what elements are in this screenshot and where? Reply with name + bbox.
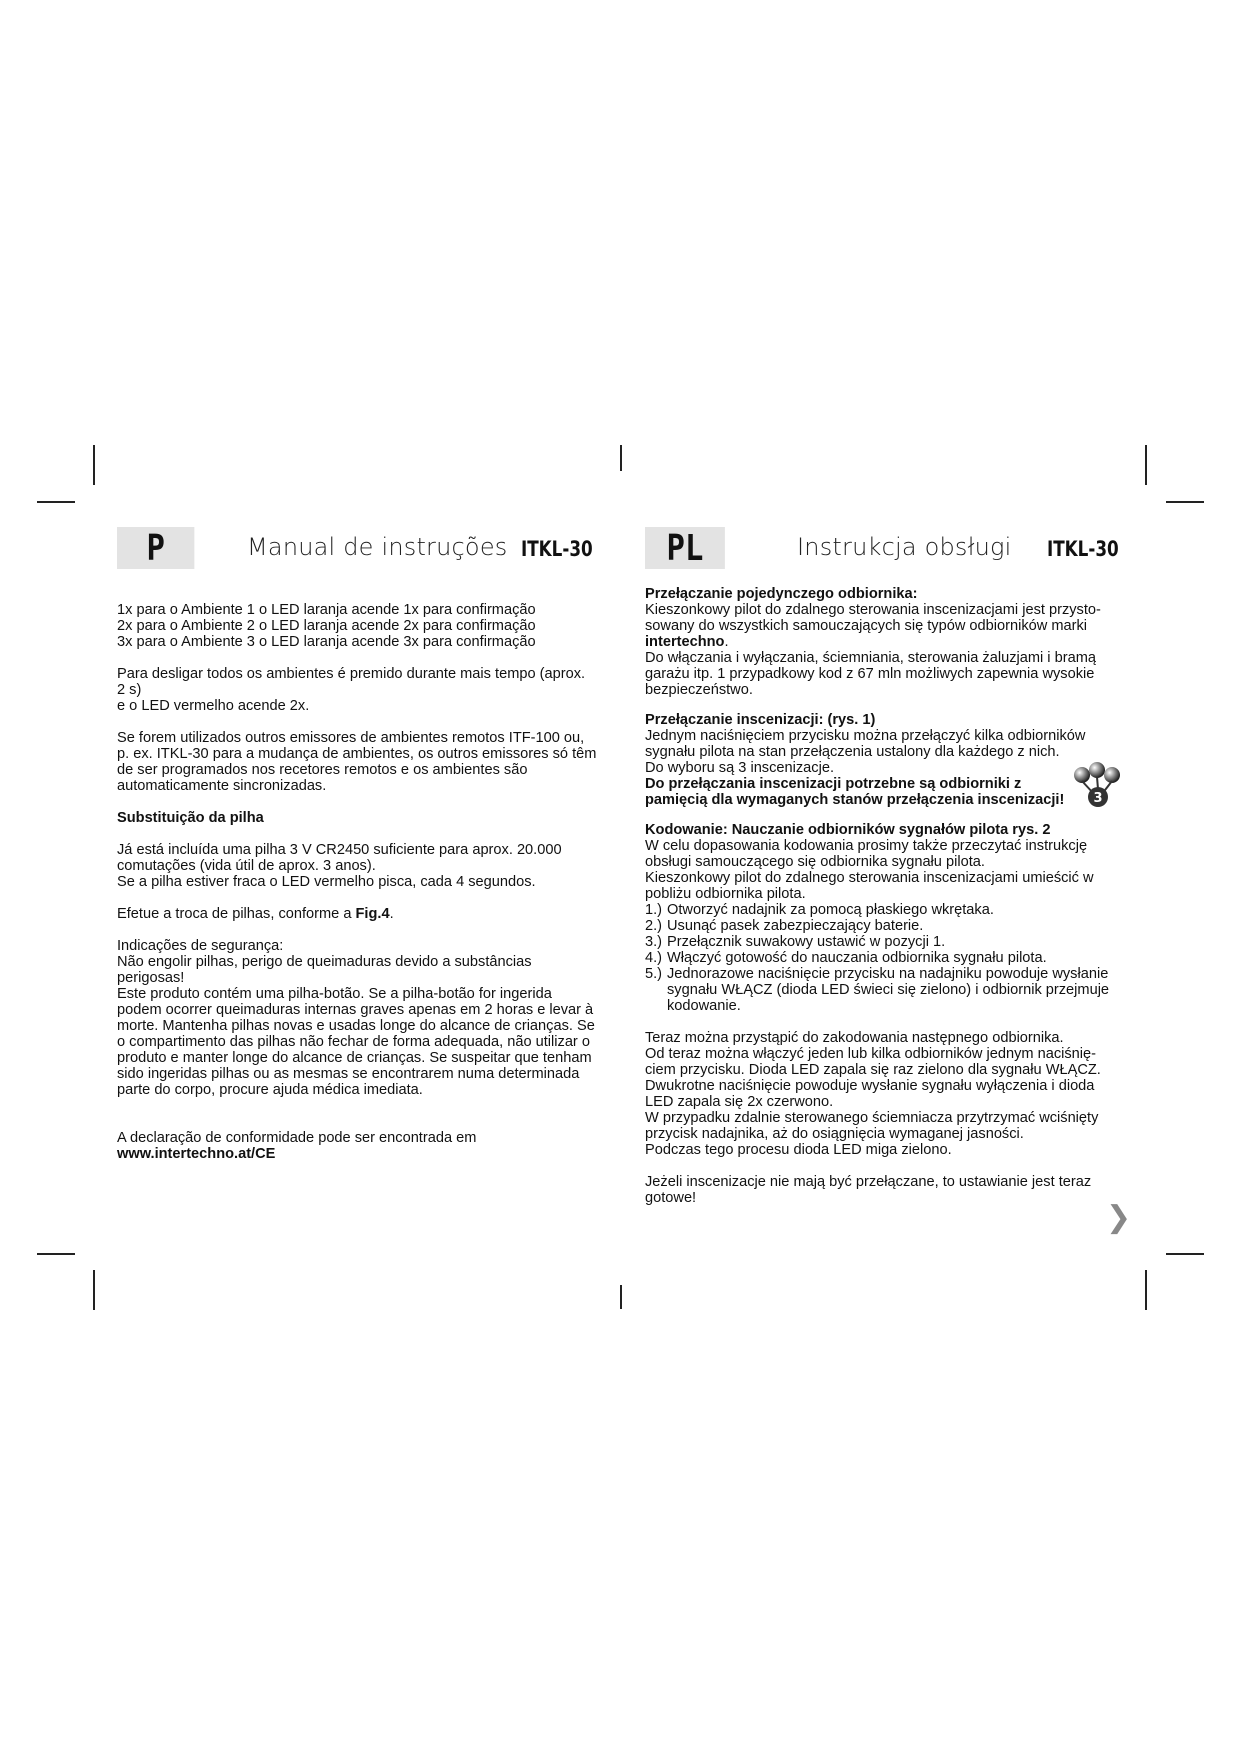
battery-text: Já está incluída uma pilha 3 V CR2450 suficiente para aprox. 20.000 comutações (vida útil de aprox. 3 anos). bbox=[117, 842, 562, 874]
crop-mark bbox=[93, 445, 95, 485]
page-header bbox=[645, 527, 1125, 569]
list-item: 5.) Jednorazowe naciśnięcie przycisku na nadajniku powoduje wysłanie sygnału WŁĄCZ (dioda LED świeci się zielono) i odbiornik przejmuje kodowanie. bbox=[645, 966, 1110, 1014]
model-number: ITKL-30 bbox=[1047, 537, 1119, 561]
safety-text: Não engolir pilhas, perigo de queimaduras devido a substâncias perigosas! bbox=[117, 954, 532, 986]
brand-name: intertechno bbox=[645, 634, 725, 650]
language-code: P bbox=[117, 527, 194, 569]
next-text: W przypadku zdalnie sterowanego ściemniacza przytrzymać wciśnięty przycisk nadajnika, aż do osiągnięcia wymaganej jasności. bbox=[645, 1110, 1099, 1142]
list-item: 1.) Otworzyć nadajnik za pomocą płaskiego wkrętaka. bbox=[645, 902, 994, 918]
single-switch-text-2: Do włączania i wyłączania, ściemniania, sterowania żaluzjami i bramą garażu itp. 1 przypadkowy kod z 67 mln możliwych zapewnia wysokie bezpieczeństwo. bbox=[645, 650, 1096, 698]
battery-led-text: Se a pilha estiver fraca o LED vermelho pisca, cada 4 segundos. bbox=[117, 874, 536, 890]
safety-text: Este produto contém uma pilha-botão. Se a pilha-botão for ingerida podem ocorrer queimaduras internas graves apenas em 2 horas e levar à morte. Mantenha pilhas novas e usadas longe do alcance de crianças. Se o compartimento das pilhas não fechar de forma adequada, não utilizar o produto e manter longe do alcance de crianças. Se suspeitar que tenham sido ingeridas pilhas ou as mesmas se encontrarem numa determinada parte do corpo, procure ajuda médica imediata. bbox=[117, 986, 595, 1098]
page-title: Instrukcja obsługi bbox=[797, 533, 1012, 561]
portuguese-column bbox=[117, 527, 597, 1162]
ball-icon bbox=[1074, 767, 1090, 783]
scene-3-icon bbox=[1072, 761, 1128, 809]
crop-mark bbox=[1145, 1270, 1147, 1310]
scene-count: Do wyboru są 3 inscenizacje. bbox=[645, 760, 834, 776]
language-code: PL bbox=[645, 527, 725, 569]
model-number: ITKL-30 bbox=[521, 537, 593, 561]
scene-heading: Przełączanie inscenizacji: (rys. 1) bbox=[645, 712, 876, 728]
single-switch-text: Kieszonkowy pilot do zdalnego sterowania inscenizacjami jest przysto-sowany do wszystkich samouczających się typów odbiorników marki bbox=[645, 602, 1101, 634]
steps-list bbox=[645, 902, 1125, 1014]
off-text: e o LED vermelho acende 2x. bbox=[117, 698, 310, 714]
next-text: Od teraz można włączyć jeden lub kilka odbiorników jednym naciśnię-ciem przycisku. Dioda LED zapala się raz zielono dla sygnału WŁĄCZ. bbox=[645, 1046, 1101, 1078]
replace-text: Efetue a troca de pilhas, conforme a Fig.4. bbox=[117, 906, 394, 922]
polish-column bbox=[645, 527, 1125, 1206]
list-item: 4.) Włączyć gotowość do nauczania odbiornika sygnału pilota. bbox=[645, 950, 1047, 966]
crop-mark bbox=[1166, 1253, 1204, 1255]
off-text: Para desligar todos os ambientes é premido durante mais tempo (aprox. bbox=[117, 666, 586, 682]
crop-mark bbox=[37, 1253, 75, 1255]
ball-icon bbox=[1089, 762, 1105, 778]
scene-line: 1x para o Ambiente 1 o LED laranja acende 1x para confirmação bbox=[117, 602, 536, 618]
other-emitters-text: Se forem utilizados outros emissores de ambientes remotos ITF-100 ou, p. ex. ITKL-30 para a mudança de ambientes, os outros emissores só têm de ser programados nos recetores remotos e os ambientes são automaticamente sincronizadas. bbox=[117, 730, 597, 794]
scene-icon-number: 3 bbox=[1093, 791, 1103, 806]
next-text: Podczas tego procesu dioda LED miga zielono. bbox=[645, 1142, 952, 1158]
conformity-text: A declaração de conformidade pode ser encontrada em bbox=[117, 1130, 477, 1146]
scene-line: 2x para o Ambiente 2 o LED laranja acende 2x para confirmação bbox=[117, 618, 536, 634]
list-item: 2.) Usunąć pasek zabezpieczający baterie. bbox=[645, 918, 924, 934]
safety-heading: Indicações de segurança: bbox=[117, 938, 284, 954]
crop-mark bbox=[1145, 445, 1147, 485]
crop-mark bbox=[37, 501, 75, 503]
scene-note: Do przełączania inscenizacji potrzebne są odbiorniki z pamięcią dla wymaganych stanów przełączenia inscenizacji! bbox=[645, 776, 1065, 808]
page-title: Manual de instruções bbox=[247, 533, 508, 561]
coding-text: W celu dopasowania kodowania prosimy także przeczytać instrukcję obsługi samouczącego się odbiornika sygnału pilota. bbox=[645, 838, 1088, 870]
conformity-link[interactable]: www.intertechno.at/CE bbox=[117, 1146, 276, 1162]
crop-mark bbox=[620, 445, 622, 471]
body bbox=[117, 602, 597, 1162]
body bbox=[645, 586, 1125, 1206]
battery-heading: Substituição da pilha bbox=[117, 810, 264, 826]
next-text: Dwukrotne naciśnięcie powoduje wysłanie sygnału wyłączenia i dioda LED zapala się 2x czerwono. bbox=[645, 1078, 1095, 1110]
scene-text: Jednym naciśnięciem przycisku można przełączyć kilka odbiorników sygnału pilota na stan przełączenia ustalony dla każdego z nich. bbox=[645, 728, 1086, 760]
crop-mark bbox=[1166, 501, 1204, 503]
single-switch-heading: Przełączanie pojedynczego odbiornika: bbox=[645, 586, 918, 602]
done-text: Jeżeli inscenizacje nie mają być przełączane, to ustawianie jest teraz gotowe! bbox=[645, 1174, 1092, 1206]
off-text: 2 s) bbox=[117, 682, 142, 698]
list-item: 3.) Przełącznik suwakowy ustawić w pozycji 1. bbox=[645, 934, 946, 950]
crop-mark bbox=[93, 1270, 95, 1310]
figure-reference: Fig.4 bbox=[355, 906, 390, 922]
page-header bbox=[117, 527, 597, 569]
scene-line: 3x para o Ambiente 3 o LED laranja acende 3x para confirmação bbox=[117, 634, 536, 650]
brand-line: intertechno. bbox=[645, 634, 729, 650]
ball-icon bbox=[1104, 767, 1120, 783]
coding-heading: Kodowanie: Nauczanie odbiorników sygnałów pilota rys. 2 bbox=[645, 822, 1051, 838]
coding-text-2: Kieszonkowy pilot do zdalnego sterowania inscenizacjami umieścić w pobliżu odbiornika pilota. bbox=[645, 870, 1094, 902]
next-page-icon: ❯ bbox=[1106, 1200, 1132, 1235]
crop-mark bbox=[620, 1285, 622, 1309]
next-text: Teraz można przystąpić do zakodowania następnego odbiornika. bbox=[645, 1030, 1064, 1046]
